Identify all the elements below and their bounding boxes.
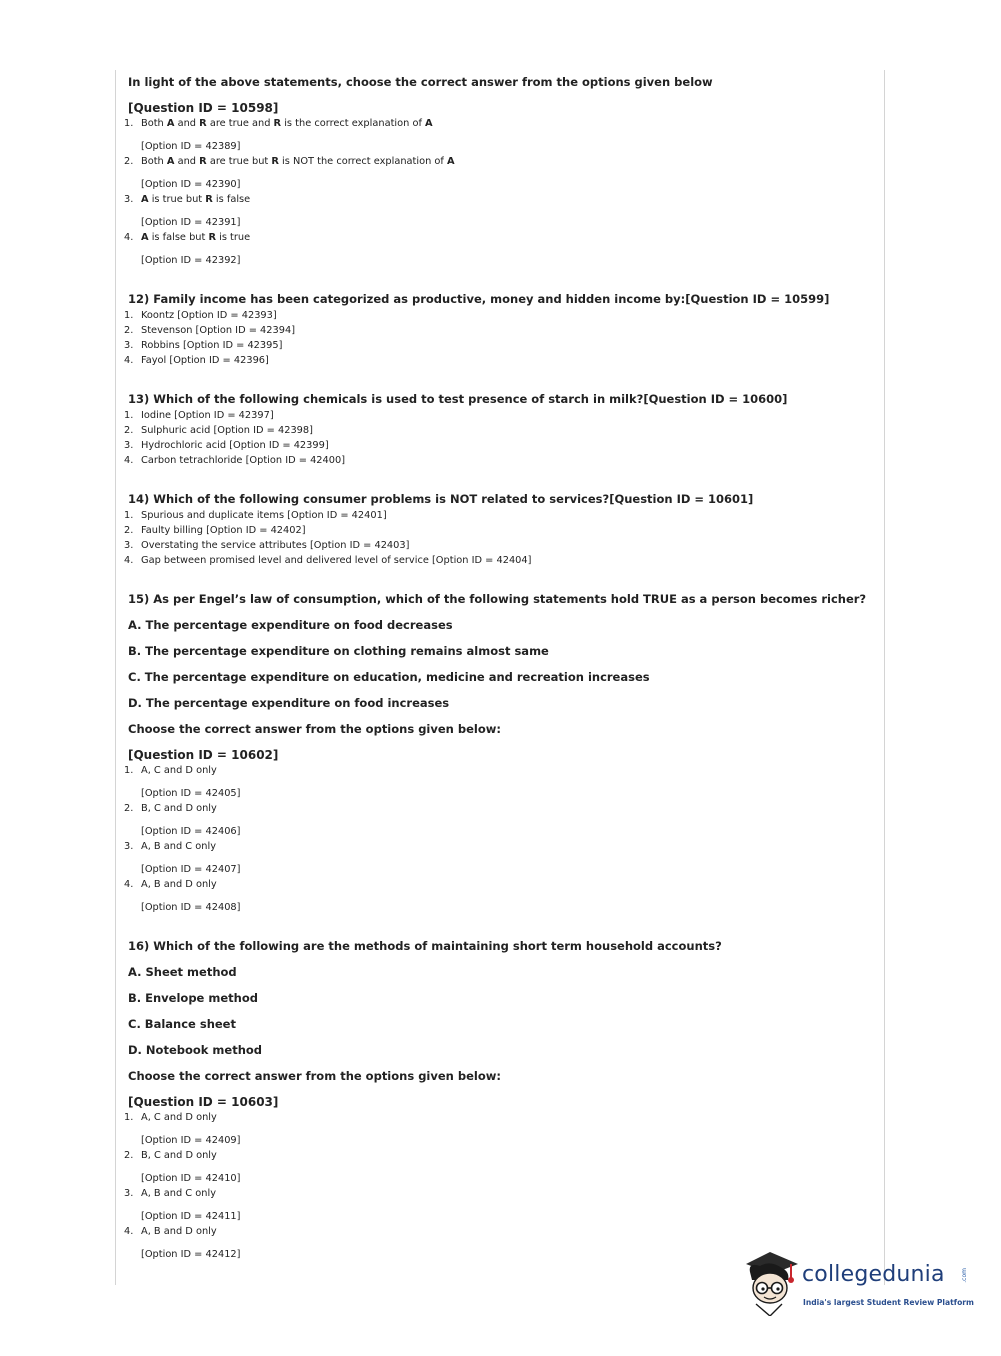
option-2 xyxy=(124,323,874,338)
statement-d: D. Notebook method xyxy=(128,1043,263,1057)
option-text: A, B and D only xyxy=(141,879,217,890)
option-text: A is false but R is true xyxy=(141,232,251,243)
option-text: B, C and D only xyxy=(141,803,217,814)
option-text: A, B and C only xyxy=(141,841,216,852)
option-text: Fayol [Option ID = 42396] xyxy=(141,355,269,366)
option-id: [Option ID = 42405] xyxy=(141,788,241,799)
question-stem: 15) As per Engel’s law of consumption, which of the following statements hold TRUE as a person becomes richer? xyxy=(128,592,867,606)
option-text: B, C and D only xyxy=(141,1150,217,1161)
option-number: 1. xyxy=(124,410,134,421)
option-number: 3. xyxy=(124,194,134,205)
option-text: A, C and D only xyxy=(141,1112,217,1123)
option-number: 3. xyxy=(124,841,134,852)
option-number: 1. xyxy=(124,765,134,776)
option-id: [Option ID = 42410] xyxy=(141,1173,241,1184)
option-number: 4. xyxy=(124,232,134,243)
option-4 xyxy=(124,230,874,268)
question-id: [Question ID = 10602] xyxy=(128,748,279,762)
option-number: 2. xyxy=(124,525,134,536)
option-text: Gap between promised level and delivered level of service [Option ID = 42404] xyxy=(141,555,532,566)
option-3 xyxy=(124,538,874,553)
option-number: 3. xyxy=(124,1188,134,1199)
question-11 xyxy=(124,74,874,268)
option-2 xyxy=(124,423,874,438)
choose-instruction: Choose the correct answer from the options given below: xyxy=(128,722,501,736)
option-1 xyxy=(124,763,874,801)
option-id: [Option ID = 42389] xyxy=(141,141,241,152)
option-text: Both A and R are true but R is NOT the correct explanation of A xyxy=(141,156,455,167)
option-text: Hydrochloric acid [Option ID = 42399] xyxy=(141,440,329,451)
statement-b: B. Envelope method xyxy=(128,991,258,1005)
option-number: 2. xyxy=(124,425,134,436)
question-stem: 12) Family income has been categorized as productive, money and hidden income by:[Question ID = 10599] xyxy=(128,292,830,306)
question-stem: In light of the above statements, choose the correct answer from the options given below xyxy=(128,75,713,89)
option-text: Stevenson [Option ID = 42394] xyxy=(141,325,296,336)
question-14 xyxy=(124,491,874,568)
option-number: 3. xyxy=(124,540,134,551)
choose-instruction: Choose the correct answer from the options given below: xyxy=(128,1069,501,1083)
question-12 xyxy=(124,291,874,368)
option-4 xyxy=(124,353,874,368)
option-4 xyxy=(124,877,874,915)
option-3 xyxy=(124,192,874,230)
question-13 xyxy=(124,391,874,468)
option-number: 2. xyxy=(124,1150,134,1161)
option-text: Carbon tetrachloride [Option ID = 42400] xyxy=(141,455,346,466)
option-text: A, B and D only xyxy=(141,1226,217,1237)
option-4 xyxy=(124,553,874,568)
option-text: A, B and C only xyxy=(141,1188,216,1199)
option-id: [Option ID = 42411] xyxy=(141,1211,241,1222)
question-stem: 14) Which of the following consumer problems is NOT related to services?[Question ID = 10601] xyxy=(128,492,754,506)
logo-tagline: India's largest Student Review Platform xyxy=(803,1298,974,1307)
logo-com: .com xyxy=(961,1268,968,1283)
page-left-rule xyxy=(115,70,116,1285)
option-number: 2. xyxy=(124,156,134,167)
option-2 xyxy=(124,523,874,538)
logo-wordmark: collegedunia xyxy=(802,1262,945,1287)
option-1 xyxy=(124,308,874,323)
option-id: [Option ID = 42390] xyxy=(141,179,241,190)
option-number: 4. xyxy=(124,555,134,566)
statement-c: C. Balance sheet xyxy=(128,1017,236,1031)
option-id: [Option ID = 42407] xyxy=(141,864,241,875)
option-4 xyxy=(124,453,874,468)
question-id: [Question ID = 10598] xyxy=(128,101,279,115)
option-3 xyxy=(124,1186,874,1224)
option-3 xyxy=(124,338,874,353)
question-15 xyxy=(124,591,874,915)
option-id: [Option ID = 42392] xyxy=(141,255,241,266)
statement-a: A. The percentage expenditure on food decreases xyxy=(128,618,453,632)
option-number: 1. xyxy=(124,310,134,321)
option-3 xyxy=(124,839,874,877)
option-number: 2. xyxy=(124,325,134,336)
option-text: Spurious and duplicate items [Option ID = 42401] xyxy=(141,510,387,521)
option-text: A, C and D only xyxy=(141,765,217,776)
question-stem: 16) Which of the following are the methods of maintaining short term household accounts? xyxy=(128,939,722,953)
option-2 xyxy=(124,154,874,192)
option-id: [Option ID = 42406] xyxy=(141,826,241,837)
statement-b: B. The percentage expenditure on clothing remains almost same xyxy=(128,644,549,658)
option-number: 4. xyxy=(124,879,134,890)
option-id: [Option ID = 42391] xyxy=(141,217,241,228)
question-16 xyxy=(124,938,874,1262)
option-number: 3. xyxy=(124,440,134,451)
option-text: Overstating the service attributes [Option ID = 42403] xyxy=(141,540,410,551)
question-stem: 13) Which of the following chemicals is used to test presence of starch in milk?[Question ID = 10600] xyxy=(128,392,788,406)
option-1 xyxy=(124,1110,874,1148)
option-1 xyxy=(124,408,874,423)
statement-c: C. The percentage expenditure on education, medicine and recreation increases xyxy=(128,670,650,684)
option-number: 2. xyxy=(124,803,134,814)
option-number: 4. xyxy=(124,355,134,366)
option-text: Robbins [Option ID = 42395] xyxy=(141,340,283,351)
statement-d: D. The percentage expenditure on food increases xyxy=(128,696,450,710)
option-id: [Option ID = 42408] xyxy=(141,902,241,913)
statement-a: A. Sheet method xyxy=(128,965,237,979)
option-2 xyxy=(124,1148,874,1186)
option-number: 4. xyxy=(124,1226,134,1237)
option-3 xyxy=(124,438,874,453)
option-text: Sulphuric acid [Option ID = 42398] xyxy=(141,425,313,436)
option-id: [Option ID = 42412] xyxy=(141,1249,241,1260)
option-text: Koontz [Option ID = 42393] xyxy=(141,310,277,321)
option-text: Both A and R are true and R is the correct explanation of A xyxy=(141,118,433,129)
option-number: 1. xyxy=(124,118,134,129)
option-2 xyxy=(124,801,874,839)
page-right-rule xyxy=(884,70,885,1285)
option-text: Faulty billing [Option ID = 42402] xyxy=(141,525,306,536)
option-number: 3. xyxy=(124,340,134,351)
mascot-icon xyxy=(742,1250,802,1316)
option-text: A is true but R is false xyxy=(141,194,251,205)
option-number: 1. xyxy=(124,510,134,521)
question-id: [Question ID = 10603] xyxy=(128,1095,279,1109)
collegedunia-logo[interactable] xyxy=(742,1250,972,1316)
option-text: Iodine [Option ID = 42397] xyxy=(141,410,274,421)
option-1 xyxy=(124,508,874,523)
question-paper xyxy=(124,74,874,1262)
option-1 xyxy=(124,116,874,154)
option-number: 1. xyxy=(124,1112,134,1123)
option-id: [Option ID = 42409] xyxy=(141,1135,241,1146)
option-number: 4. xyxy=(124,455,134,466)
